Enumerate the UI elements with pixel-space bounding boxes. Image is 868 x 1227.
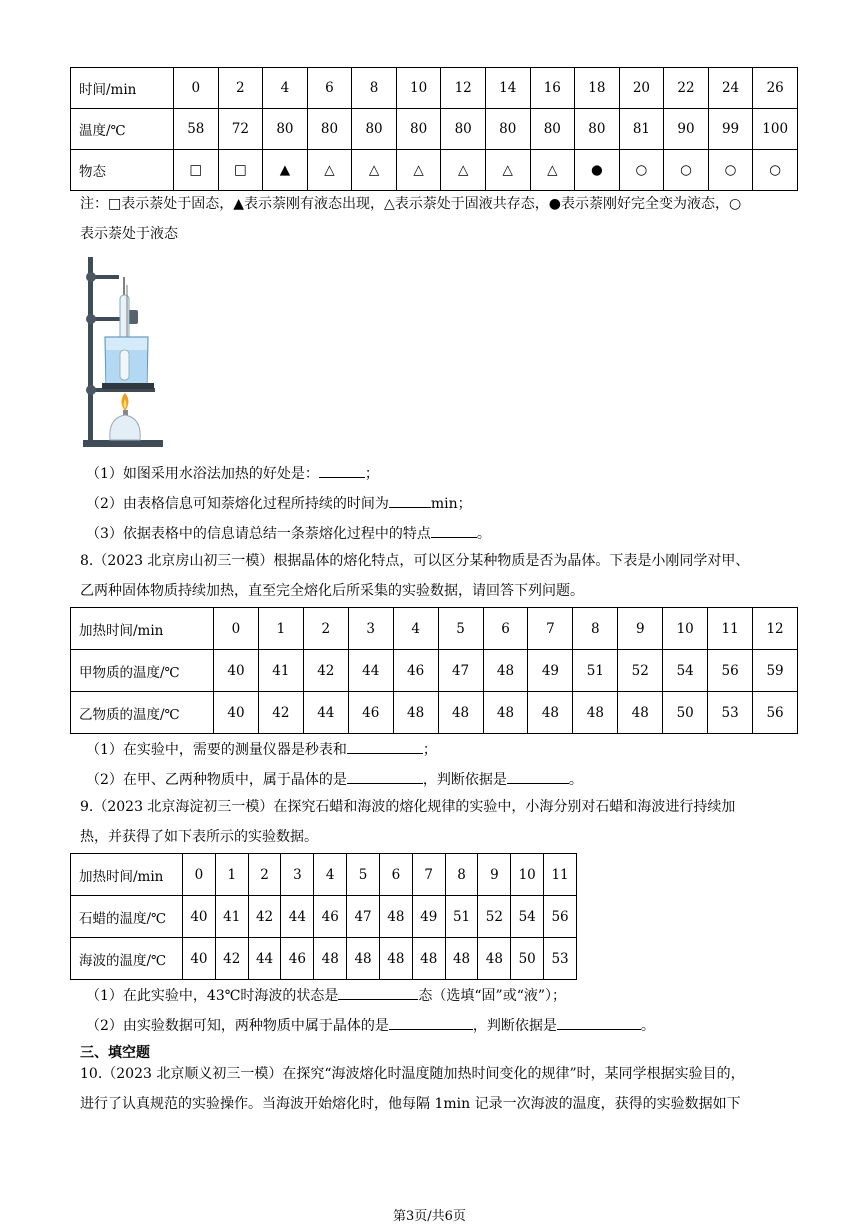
table-cell: 5 [438,608,483,650]
table-cell: 22 [664,68,709,109]
table-cell: 48 [445,938,478,980]
q8-stem-line-1: 8.（2023 北京房山初三一模）根据晶体的熔化特点，可以区分某种物质是否为晶体。下表是小刚同学对甲、 [80,553,750,569]
table-cell: 48 [573,692,618,734]
table-cell: 80 [352,109,397,150]
table-cell: ○ [753,150,798,191]
table-cell: 48 [314,938,347,980]
table-cell: 2 [303,608,348,650]
q9-blank-3[interactable] [557,1015,641,1030]
table-cell: 10 [396,68,441,109]
table-cell: △ [396,150,441,191]
table-cell: 26 [753,68,798,109]
table-cell: 14 [485,68,530,109]
table-cell: 0 [214,608,259,650]
table-cell: 4 [393,608,438,650]
table-cell: 48 [347,938,380,980]
table-cell: 6 [307,68,352,109]
table-cell: 53 [708,692,753,734]
table-cell: 44 [303,692,348,734]
table-cell: 90 [664,109,709,150]
table-cell: 8 [352,68,397,109]
table-cell: 11 [708,608,753,650]
table-cell: △ [485,150,530,191]
table-cell: 48 [478,938,511,980]
q9-subq-1: （1）在此实验中，43℃时海波的状态是 态（选填“固”或“液”）； [86,985,566,1005]
q8-table [70,607,798,734]
table-cell: 9 [478,854,511,896]
table-row [71,896,577,938]
q9-stem-line-1: 9.（2023 北京海淀初三一模）在探究石蜡和海波的熔化规律的实验中，小海分别对石蜡和海波进行持续加 [80,799,736,815]
table-cell: 48 [379,896,412,938]
table-cell: 10 [663,608,708,650]
row-label: 乙物质的温度/℃ [71,692,214,734]
table-cell: 3 [281,854,314,896]
section-title: 三、填空题 [80,1045,150,1061]
table-cell: 48 [483,650,528,692]
table-row [71,854,577,896]
table-cell: 80 [485,109,530,150]
table-cell: 7 [528,608,573,650]
table-cell: 48 [412,938,445,980]
table-cell: 48 [618,692,663,734]
table-cell: 40 [183,938,216,980]
table-cell: 72 [218,109,263,150]
table-row [71,650,798,692]
table-cell: 54 [511,896,544,938]
table-cell: 7 [412,854,445,896]
table-cell: 12 [753,608,798,650]
table-cell: 50 [663,692,708,734]
note-line-2: 表示萘处于液态 [80,226,178,242]
table-cell: 40 [214,692,259,734]
table-cell: 8 [573,608,618,650]
table-cell: 2 [248,854,281,896]
table-cell: 5 [347,854,380,896]
row-label: 物态 [71,150,174,191]
table-cell: △ [352,150,397,191]
q8-blank-2[interactable] [347,769,423,784]
naphthalene-table [70,67,798,191]
table-cell: 44 [248,938,281,980]
table-cell: 99 [708,109,753,150]
q7-blank-2[interactable] [389,493,431,508]
table-cell: ○ [708,150,753,191]
table-cell: 6 [379,854,412,896]
table-cell: 53 [544,938,577,980]
table-cell: 48 [483,692,528,734]
page-number: 第3页/共6页 [393,1209,466,1224]
row-label: 甲物质的温度/℃ [71,650,214,692]
table-cell: 52 [478,896,511,938]
table-cell: △ [441,150,486,191]
table-cell: 58 [174,109,219,150]
table-cell: □ [174,150,219,191]
table-cell: 40 [214,650,259,692]
table-cell: 48 [528,692,573,734]
table-row [71,938,577,980]
table-cell: 2 [218,68,263,109]
table-cell: 9 [618,608,663,650]
table-cell: 4 [263,68,308,109]
table-cell: 48 [438,692,483,734]
table-cell: 48 [379,938,412,980]
table-cell: 41 [215,896,248,938]
table-cell: 0 [174,68,219,109]
table-cell: ● [575,150,620,191]
q10-stem-line-2: 进行了认真规范的实验操作。当海波开始熔化时，他每隔 1min 记录一次海波的温度，获得的实验数据如下 [80,1096,741,1112]
table-cell: 49 [412,896,445,938]
table-cell: △ [307,150,352,191]
table-cell: 47 [347,896,380,938]
table-cell: ○ [619,150,664,191]
table-cell: 47 [438,650,483,692]
table-cell: 46 [314,896,347,938]
table-row [71,608,798,650]
table-row [71,68,798,109]
table-cell: 24 [708,68,753,109]
table-cell: 80 [441,109,486,150]
table-cell: 56 [544,896,577,938]
table-cell: 1 [258,608,303,650]
table-row [71,109,798,150]
row-label: 加热时间/min [71,608,214,650]
table-cell: 80 [530,109,575,150]
table-cell: 80 [575,109,620,150]
q7-subq-1: （1）如图采用水浴法加热的好处是： ； [86,463,379,483]
table-cell: 18 [575,68,620,109]
q8-subq-2: （2）在甲、乙两种物质中，属于晶体的是 ，判断依据是 。 [86,769,583,789]
table-cell: 6 [483,608,528,650]
table-cell: 0 [183,854,216,896]
table-row [71,692,798,734]
table-cell: 54 [663,650,708,692]
table-cell: 56 [753,692,798,734]
q7-subq-3: （3）依据表格中的信息请总结一条萘熔化过程中的特点 。 [86,523,491,543]
table-cell: 10 [511,854,544,896]
row-label: 时间/min [71,68,174,109]
q9-subq-2: （2）由实验数据可知，两种物质中属于晶体的是 ，判断依据是 。 [86,1015,655,1035]
table-cell: 46 [281,938,314,980]
q8-subq-1: （1）在实验中，需要的测量仪器是秒表和 ； [86,739,437,759]
table-cell: 81 [619,109,664,150]
table-cell: 42 [248,896,281,938]
table-cell: 11 [544,854,577,896]
table-cell: 42 [303,650,348,692]
table-cell: ▲ [263,150,308,191]
table-cell: 20 [619,68,664,109]
table-cell: 46 [393,650,438,692]
table-cell: 80 [396,109,441,150]
table-cell: 80 [307,109,352,150]
table-cell: 8 [445,854,478,896]
table-cell: 16 [530,68,575,109]
table-cell: 46 [348,692,393,734]
q10-stem-line-1: 10.（2023 北京顺义初三一模）在探究“海波熔化时温度随加热时间变化的规律”时，某同学根据实验目的， [80,1066,745,1082]
table-cell: ○ [664,150,709,191]
table-cell: △ [530,150,575,191]
row-label: 海波的温度/℃ [71,938,183,980]
q9-blank-2[interactable] [389,1015,473,1030]
q8-stem-line-2: 乙两种固体物质持续加热，直至完全熔化后所采集的实验数据，请回答下列问题。 [80,583,584,599]
q7-blank-1[interactable] [319,463,365,478]
table-cell: 56 [708,650,753,692]
q9-stem-line-2: 热，并获得了如下表所示的实验数据。 [80,829,318,845]
table-cell: 44 [281,896,314,938]
q9-blank-1[interactable] [338,985,418,1000]
water-bath-apparatus-image [80,255,170,450]
q8-blank-1[interactable] [347,739,423,754]
table-cell: 48 [393,692,438,734]
table-cell: 4 [314,854,347,896]
table-cell: 40 [183,896,216,938]
table-cell: 59 [753,650,798,692]
q7-blank-3[interactable] [431,523,477,538]
table-cell: 3 [348,608,393,650]
row-label: 加热时间/min [71,854,183,896]
table-cell: 42 [258,692,303,734]
q8-blank-3[interactable] [507,769,569,784]
table-cell: 50 [511,938,544,980]
table-cell: 12 [441,68,486,109]
row-label: 温度/℃ [71,109,174,150]
table-cell: 51 [573,650,618,692]
table-cell: 1 [215,854,248,896]
table-cell: 41 [258,650,303,692]
table-cell: 49 [528,650,573,692]
table-cell: 44 [348,650,393,692]
table-cell: 51 [445,896,478,938]
note-line-1: 注：□表示萘处于固态，▲表示萘刚有液态出现，△表示萘处于固液共存态，●表示萘刚好完全变为液态，○ [80,196,742,212]
table-cell: 52 [618,650,663,692]
table-cell: 42 [215,938,248,980]
table-cell: □ [218,150,263,191]
table-cell: 100 [753,109,798,150]
row-label: 石蜡的温度/℃ [71,896,183,938]
q7-subq-2: （2）由表格信息可知萘熔化过程所持续的时间为 min； [86,493,472,513]
table-cell: 80 [263,109,308,150]
table-row [71,150,798,191]
q9-table [70,853,577,980]
